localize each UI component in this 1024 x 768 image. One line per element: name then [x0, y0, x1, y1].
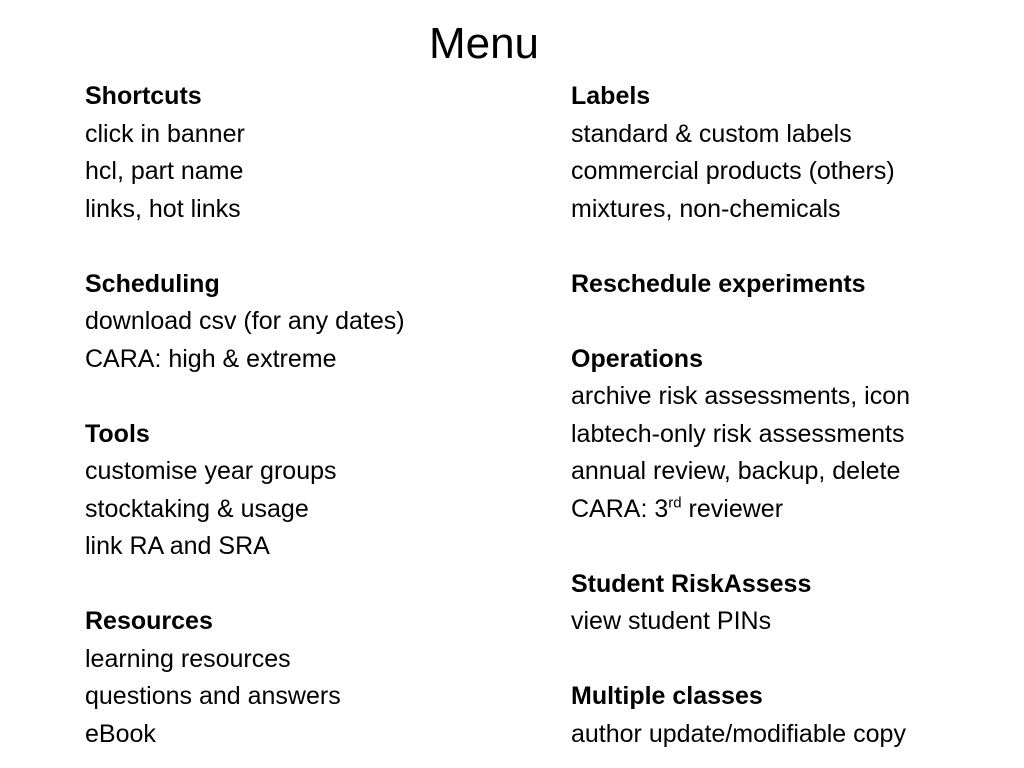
- section-heading-operations: Operations: [571, 344, 703, 373]
- spacer: [571, 641, 1011, 679]
- menu-item-text: reviewer: [681, 494, 784, 523]
- menu-item: [571, 491, 1011, 529]
- menu-item: view student PINs: [571, 607, 772, 635]
- menu-item: commercial products (others): [571, 157, 895, 185]
- section-heading-shortcuts: Shortcuts: [85, 82, 202, 110]
- spacer: [85, 378, 545, 416]
- section-heading-student-riskassess: Student RiskAssess: [571, 569, 812, 598]
- menu-item: stocktaking & usage: [85, 494, 309, 523]
- section-heading-multiple-classes: Multiple classes: [571, 682, 763, 710]
- menu-item: archive risk assessments, icon: [571, 382, 911, 410]
- menu-item: annual review, backup, delete: [571, 457, 901, 485]
- menu-item: hcl, part name: [85, 157, 244, 185]
- menu-item: labtech-only risk assessments: [571, 419, 905, 448]
- right-column: [571, 78, 1011, 753]
- section-heading-scheduling: Scheduling: [85, 269, 220, 298]
- menu-item: links, hot links: [85, 194, 241, 223]
- menu-item: questions and answers: [85, 682, 341, 710]
- spacer: [571, 228, 1011, 266]
- section-heading-tools: Tools: [85, 419, 150, 448]
- menu-item-text: CARA: 3: [571, 494, 669, 523]
- menu-item: download csv (for any dates): [85, 307, 405, 335]
- spacer: [85, 228, 545, 266]
- spacer: [571, 528, 1011, 566]
- menu-item: click in banner: [85, 119, 245, 148]
- menu-item: CARA: high & extreme: [85, 344, 337, 373]
- menu-item: mixtures, non-chemicals: [571, 194, 841, 223]
- menu-item: author update/modifiable copy: [571, 719, 906, 748]
- menu-item: standard & custom labels: [571, 119, 852, 148]
- left-column: [85, 78, 545, 753]
- section-heading-reschedule-experiments: Reschedule experiments: [571, 269, 866, 298]
- menu-item: eBook: [85, 719, 156, 748]
- spacer: [85, 566, 545, 604]
- menu-item: link RA and SRA: [85, 532, 270, 560]
- section-heading-labels: Labels: [571, 82, 651, 110]
- menu-item: customise year groups: [85, 457, 337, 485]
- menu-item: learning resources: [85, 644, 291, 673]
- section-heading-resources: Resources: [85, 607, 213, 635]
- superscript: rd: [668, 494, 682, 512]
- page-title: Menu: [428, 19, 540, 68]
- spacer: [571, 303, 1011, 341]
